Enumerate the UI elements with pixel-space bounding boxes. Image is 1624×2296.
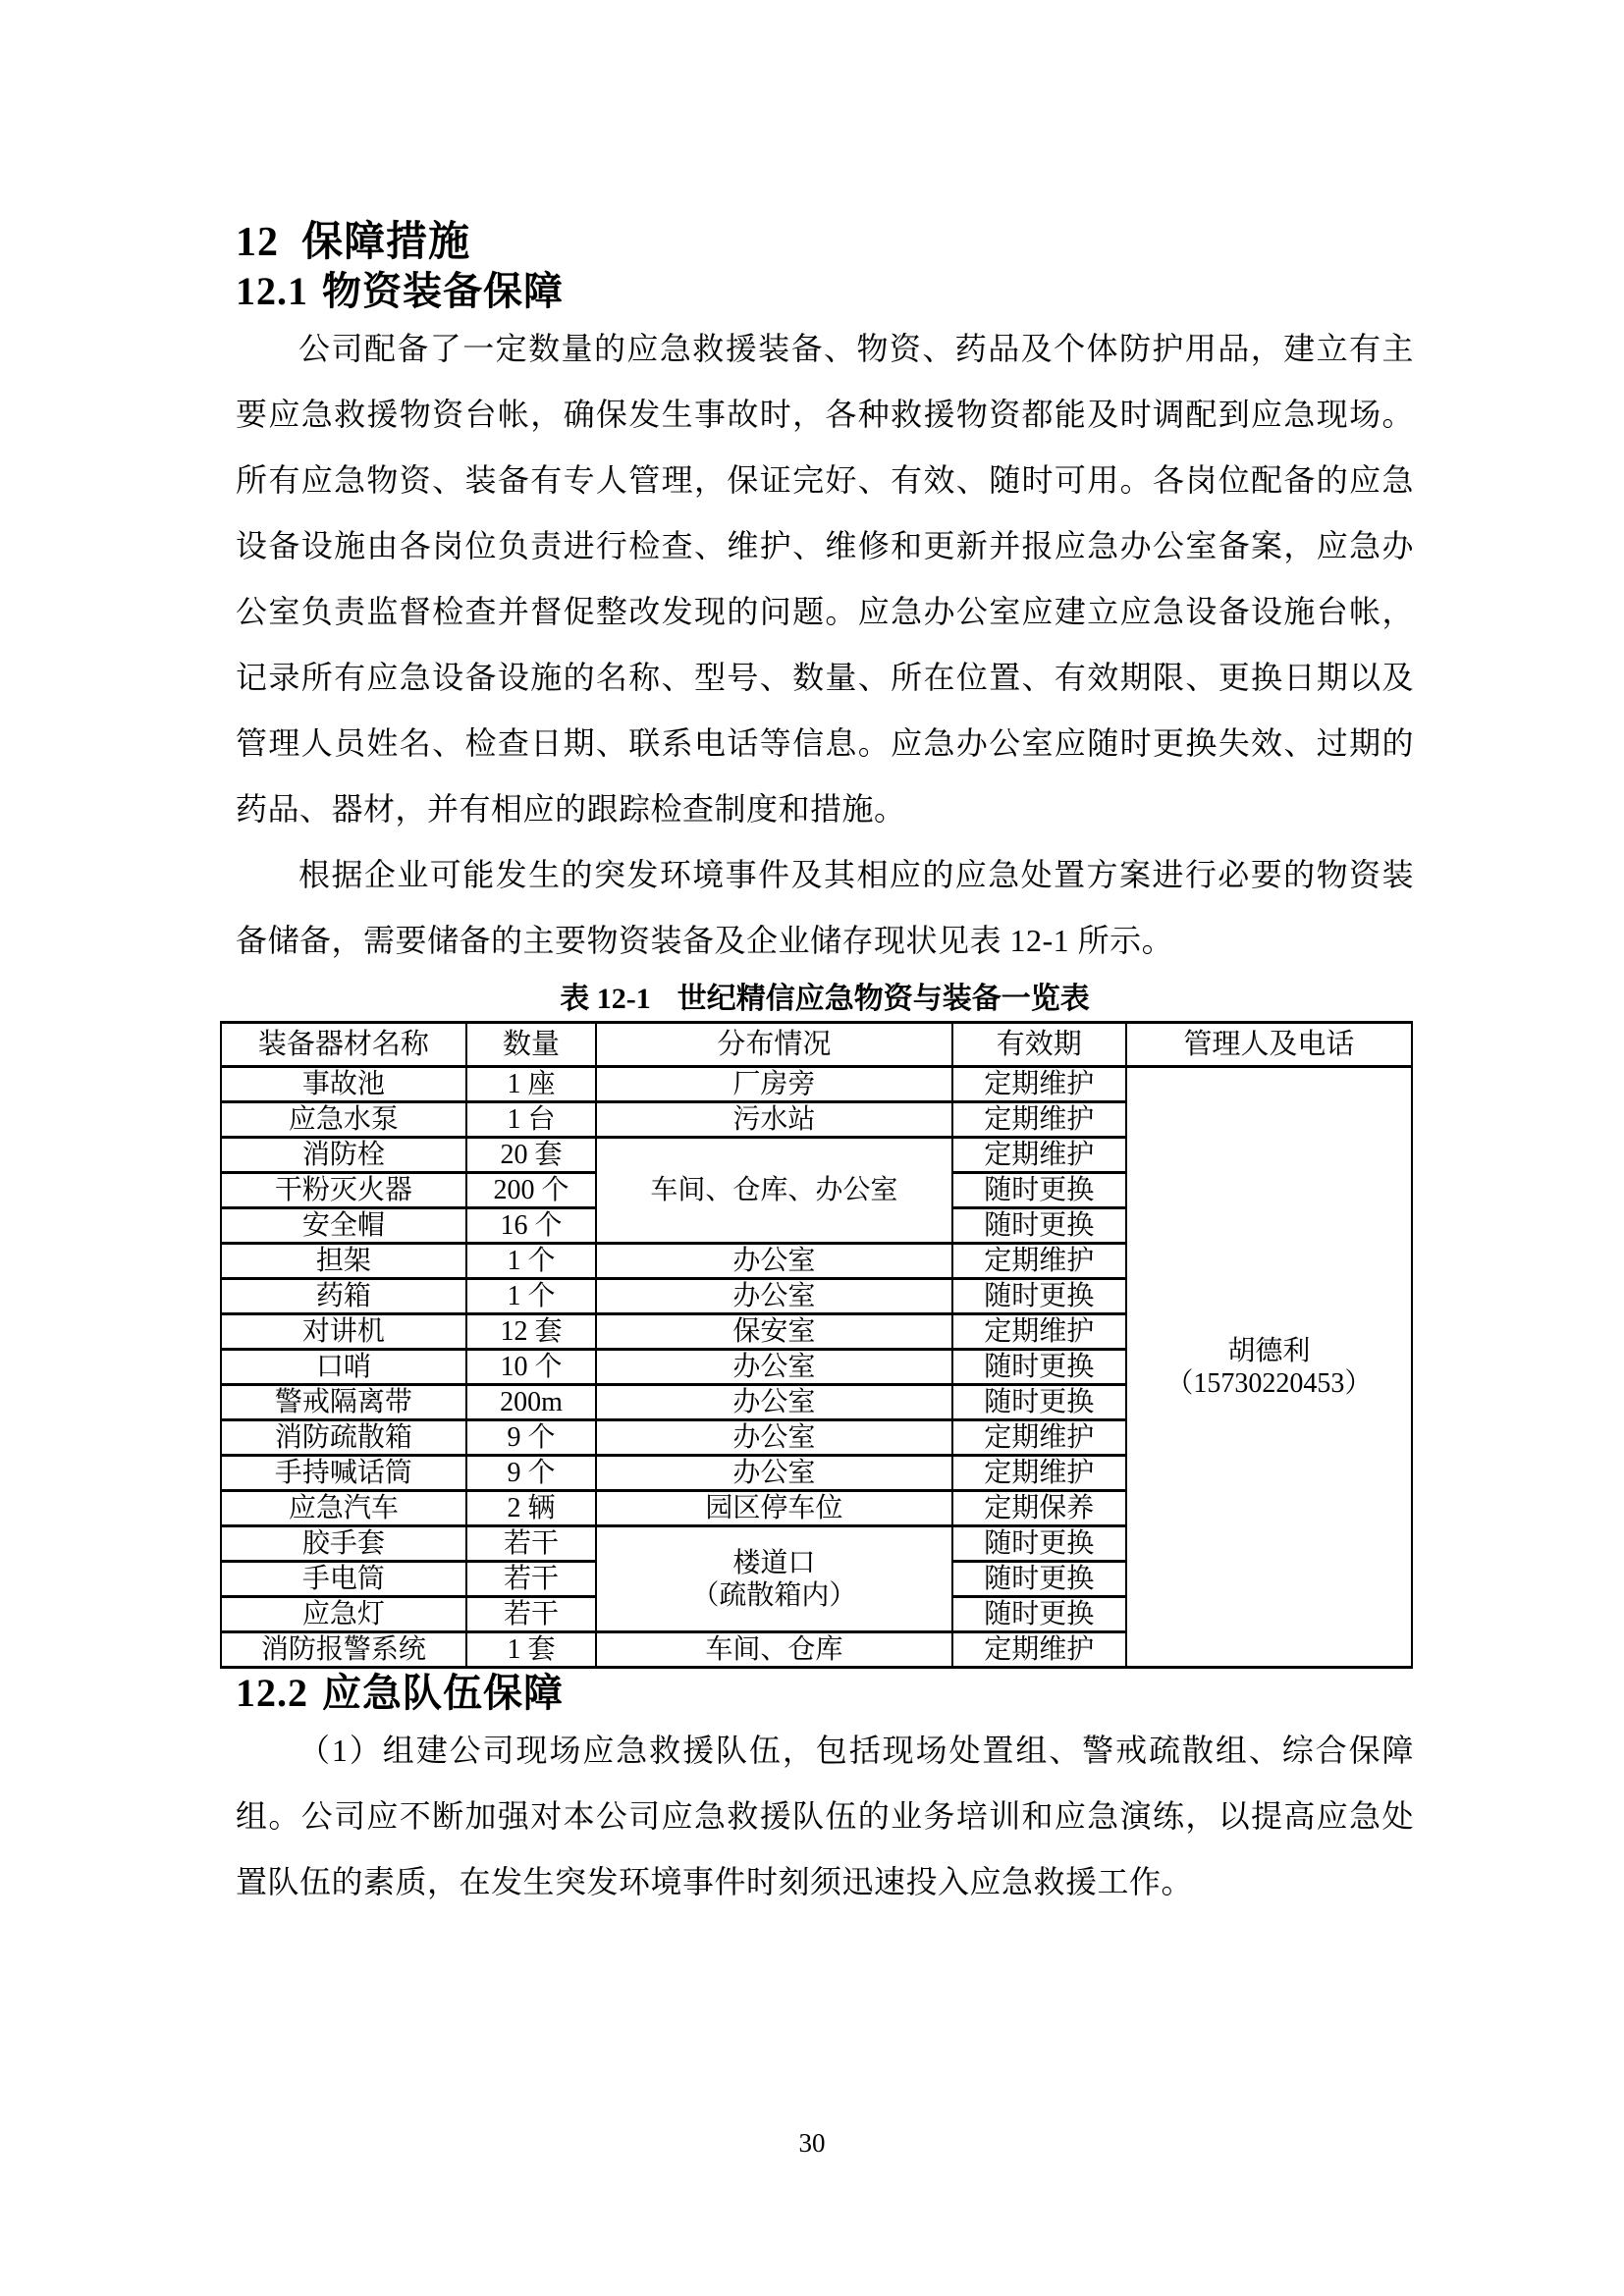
cell-validity: 随时更换 bbox=[952, 1526, 1126, 1562]
cell-qty: 9 个 bbox=[466, 1420, 596, 1456]
cell-name: 胶手套 bbox=[221, 1526, 466, 1562]
cell-validity: 随时更换 bbox=[952, 1350, 1126, 1385]
manager-cell bbox=[1126, 1067, 1412, 1668]
cell-validity: 定期维护 bbox=[952, 1138, 1126, 1173]
loc-line-1: 楼道口 bbox=[732, 1547, 816, 1578]
cell-name: 担架 bbox=[221, 1244, 466, 1279]
section-12-2-number: 12.2 bbox=[236, 1671, 308, 1716]
cell-qty: 若干 bbox=[466, 1562, 596, 1597]
section-12-1-paragraph-1: 公司配备了一定数量的应急救援装备、物资、药品及个体防护用品，建立有主要应急救援物资台帐，确保发生事故时，各种救援物资都能及时调配到应急现场。所有应急物资、装备有专人管理，保证完好、有效、随时可用。各岗位配备的应急设备设施由各岗位负责进行检查、维护、维修和更新并报应急办公室备案，应急办公室负责监督检查并督促整改发现的问题。应急办公室应建立应急设备设施台帐，记录所有应急设备设施的名称、型号、数量、所在位置、有效期限、更换日期以及管理人员姓名、检查日期、联系电话等信息。应急办公室应随时更换失效、过期的药品、器材，并有相应的跟踪检查制度和措施。 bbox=[236, 331, 1414, 828]
cell-qty: 若干 bbox=[466, 1526, 596, 1562]
cell-qty: 200 个 bbox=[466, 1173, 596, 1208]
cell-validity: 定期维护 bbox=[952, 1456, 1126, 1491]
cell-qty: 9 个 bbox=[466, 1456, 596, 1491]
cell-name: 应急灯 bbox=[221, 1597, 466, 1632]
cell-loc: 办公室 bbox=[596, 1385, 952, 1420]
section-12-1-number: 12.1 bbox=[236, 269, 308, 314]
header-manager-phone: 管理人及电话 bbox=[1126, 1023, 1412, 1067]
cell-validity: 随时更换 bbox=[952, 1562, 1126, 1597]
section-12-2-paragraph-1: （1）组建公司现场应急救援队伍，包括现场处置组、警戒疏散组、综合保障组。公司应不断加强对本公司应急救援队伍的业务培训和应急演练，以提高应急处置队伍的素质，在发生突发环境事件时刻须迅速投入应急救援工作。 bbox=[236, 1733, 1414, 1900]
cell-loc: 办公室 bbox=[596, 1279, 952, 1314]
table-row bbox=[221, 1067, 1412, 1102]
cell-validity: 随时更换 bbox=[952, 1279, 1126, 1314]
header-quantity: 数量 bbox=[466, 1023, 596, 1067]
cell-name: 应急水泵 bbox=[221, 1102, 466, 1138]
cell-loc: 办公室 bbox=[596, 1456, 952, 1491]
manager-name: 胡德利 bbox=[1227, 1335, 1311, 1366]
cell-name: 口哨 bbox=[221, 1350, 466, 1385]
table-caption-label: 表 12-1 bbox=[560, 983, 651, 1016]
cell-loc: 保安室 bbox=[596, 1314, 952, 1350]
cell-name: 手电筒 bbox=[221, 1562, 466, 1597]
cell-validity: 定期保养 bbox=[952, 1491, 1126, 1526]
cell-qty: 1 个 bbox=[466, 1244, 596, 1279]
cell-name: 干粉灭火器 bbox=[221, 1173, 466, 1208]
cell-qty: 1 个 bbox=[466, 1279, 596, 1314]
cell-name: 药箱 bbox=[221, 1279, 466, 1314]
emergency-supplies-table bbox=[220, 1021, 1413, 1669]
manager-phone: （15730220453） bbox=[1165, 1367, 1373, 1399]
header-distribution: 分布情况 bbox=[596, 1023, 952, 1067]
cell-qty: 12 套 bbox=[466, 1314, 596, 1350]
header-validity: 有效期 bbox=[952, 1023, 1126, 1067]
cell-name: 手持喊话筒 bbox=[221, 1456, 466, 1491]
table-caption-title: 世纪精信应急物资与装备一览表 bbox=[677, 983, 1090, 1016]
cell-loc-merged: 车间、仓库、办公室 bbox=[596, 1138, 952, 1244]
cell-name: 事故池 bbox=[221, 1067, 466, 1102]
loc-line-2: （疏散箱内） bbox=[691, 1579, 857, 1611]
cell-loc: 办公室 bbox=[596, 1244, 952, 1279]
cell-qty: 1 台 bbox=[466, 1102, 596, 1138]
cell-validity: 随时更换 bbox=[952, 1385, 1126, 1420]
cell-loc: 办公室 bbox=[596, 1350, 952, 1385]
cell-name: 应急汽车 bbox=[221, 1491, 466, 1526]
chapter-heading bbox=[236, 218, 1414, 267]
cell-qty: 1 套 bbox=[466, 1632, 596, 1668]
cell-validity: 定期维护 bbox=[952, 1420, 1126, 1456]
cell-validity: 定期维护 bbox=[952, 1102, 1126, 1138]
section-12-1-paragraph-2: 根据企业可能发生的突发环境事件及其相应的应急处置方案进行必要的物资装备储备，需要储备的主要物资装备及企业储存现状见表 12-1 所示。 bbox=[236, 857, 1414, 959]
cell-loc: 污水站 bbox=[596, 1102, 952, 1138]
cell-qty: 200m bbox=[466, 1385, 596, 1420]
cell-qty: 16 个 bbox=[466, 1208, 596, 1244]
cell-validity: 定期维护 bbox=[952, 1244, 1126, 1279]
cell-qty: 1 座 bbox=[466, 1067, 596, 1102]
section-heading-12-1 bbox=[236, 267, 1414, 316]
section-heading-12-2 bbox=[236, 1669, 1414, 1718]
table-caption bbox=[236, 978, 1414, 1021]
cell-validity: 随时更换 bbox=[952, 1208, 1126, 1244]
cell-loc: 园区停车位 bbox=[596, 1491, 952, 1526]
cell-name: 安全帽 bbox=[221, 1208, 466, 1244]
page-number: 30 bbox=[798, 2128, 826, 2158]
page-content bbox=[236, 218, 1414, 1915]
cell-name: 消防栓 bbox=[221, 1138, 466, 1173]
cell-qty: 若干 bbox=[466, 1597, 596, 1632]
table-header-row bbox=[221, 1023, 1412, 1067]
cell-qty: 10 个 bbox=[466, 1350, 596, 1385]
section-12-1-title: 物资装备保障 bbox=[322, 269, 564, 314]
cell-name: 警戒隔离带 bbox=[221, 1385, 466, 1420]
cell-validity: 定期维护 bbox=[952, 1314, 1126, 1350]
cell-validity: 定期维护 bbox=[952, 1067, 1126, 1102]
cell-loc: 车间、仓库 bbox=[596, 1632, 952, 1668]
cell-loc: 办公室 bbox=[596, 1420, 952, 1456]
cell-name: 消防报警系统 bbox=[221, 1632, 466, 1668]
cell-validity: 随时更换 bbox=[952, 1597, 1126, 1632]
cell-validity: 定期维护 bbox=[952, 1632, 1126, 1668]
cell-qty: 20 套 bbox=[466, 1138, 596, 1173]
cell-qty: 2 辆 bbox=[466, 1491, 596, 1526]
cell-validity: 随时更换 bbox=[952, 1173, 1126, 1208]
header-equipment-name: 装备器材名称 bbox=[221, 1023, 466, 1067]
section-12-2-title: 应急队伍保障 bbox=[322, 1671, 564, 1716]
cell-name: 消防疏散箱 bbox=[221, 1420, 466, 1456]
chapter-title: 保障措施 bbox=[301, 220, 471, 265]
chapter-number: 12 bbox=[236, 220, 279, 265]
cell-name: 对讲机 bbox=[221, 1314, 466, 1350]
cell-loc: 厂房旁 bbox=[596, 1067, 952, 1102]
cell-loc-merged bbox=[596, 1526, 952, 1632]
